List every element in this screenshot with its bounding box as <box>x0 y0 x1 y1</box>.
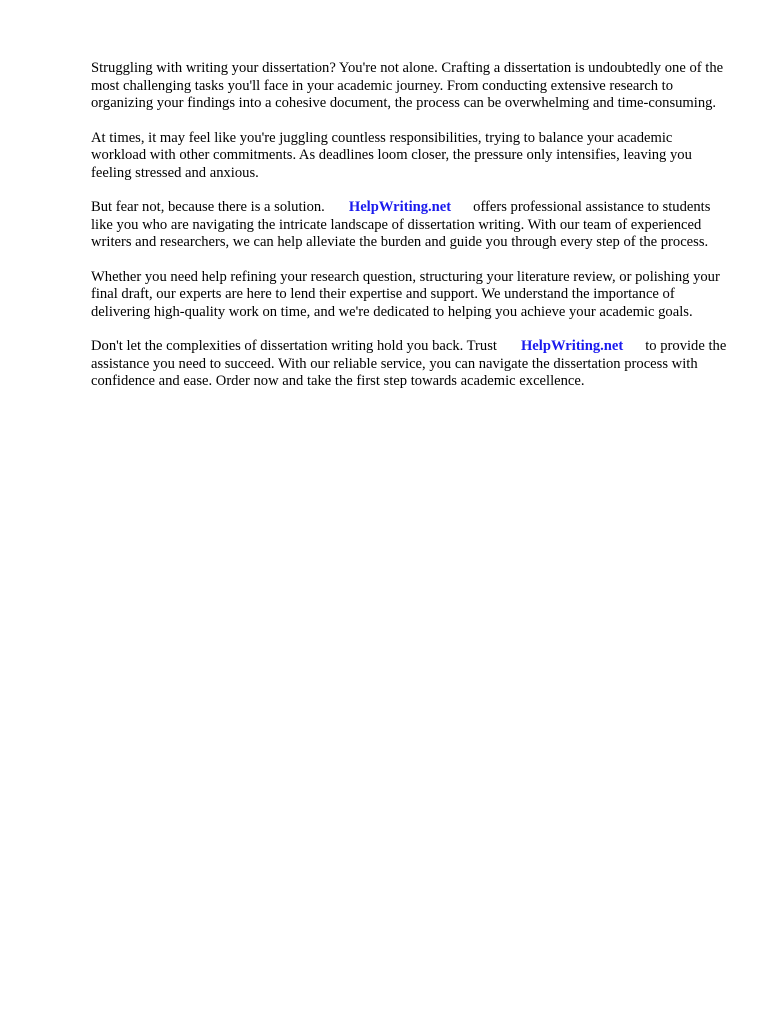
paragraph-expertise: Whether you need help refining your research question, structuring your literature review, or polishing your final draft, our experts are here to lend their expertise and support. We understand the importance of delivering high-quality work on time, and we're dedicated to helping you achieve your academic goals. <box>91 268 720 320</box>
helpwriting-link-closing[interactable]: HelpWriting.net <box>520 338 624 354</box>
helpwriting-link[interactable]: HelpWriting.net <box>348 199 452 215</box>
paragraph-solution-rest: offers professional assistance to students like you who are navigating the intricate landscape of dissertation writing. With our team of experienced writers and researchers, we can help alleviate the burden and guide you through every step of the process. <box>91 199 711 250</box>
paragraph-solution <box>91 199 731 252</box>
document-page <box>91 60 731 408</box>
paragraph-closing-rest: to provide the assistance you need to succeed. With our reliable service, you can navigate the dissertation process with confidence and ease. Order now and take the first step towards academic excellence. <box>91 338 727 389</box>
paragraph-solution-lead: But fear not, because there is a solution. <box>91 199 325 215</box>
paragraph-closing <box>91 338 731 391</box>
paragraph-intro: Struggling with writing your dissertation? You're not alone. Crafting a dissertation is undoubtedly one of the most challenging tasks you'll face in your academic journey. From conducting extensive research to organizing your findings into a cohesive document, the process can be overwhelming and time-consuming. <box>91 60 724 111</box>
paragraph-closing-lead: Don't let the complexities of dissertation writing hold you back. Trust <box>91 338 497 354</box>
paragraph-responsibilities: At times, it may feel like you're juggling countless responsibilities, trying to balance your academic workload with other commitments. As deadlines loom closer, the pressure only intensifies, leaving you feeling stressed and anxious. <box>91 129 692 181</box>
